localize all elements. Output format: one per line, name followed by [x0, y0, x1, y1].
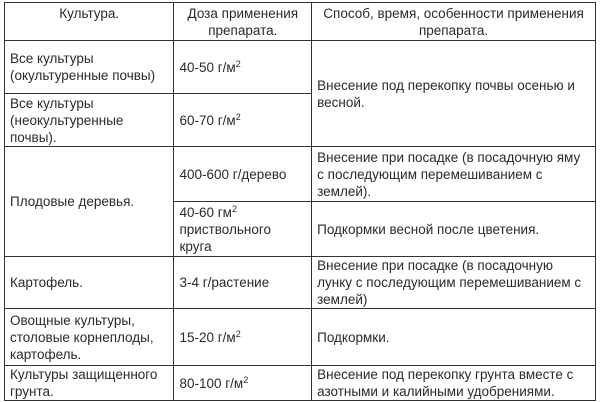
- dose-cell: [174, 366, 312, 401]
- method-cell: Внесение при посадке (в посадочную лунку с последующим перемешиванием с землей): [312, 257, 596, 309]
- culture-cell: Плодовые деревья.: [5, 147, 174, 257]
- dose-exponent: 2: [235, 328, 241, 339]
- dose-value: 40-50 г/м: [179, 59, 236, 75]
- method-cell: Подкормки.: [312, 309, 596, 366]
- dose-cell: 400-600 г/дерево: [174, 147, 312, 202]
- header-method: Способ, время, особенности применения препарата.: [312, 3, 596, 41]
- table-row: [5, 257, 596, 309]
- dose-exponent: 2: [231, 203, 237, 214]
- culture-cell: Картофель.: [5, 257, 174, 309]
- table-row: [5, 41, 596, 94]
- dose-cell: [174, 41, 312, 94]
- dose-value: 15-20 г/м: [179, 329, 236, 345]
- method-cell: Внесение под перекопку почвы осенью и весной.: [312, 41, 596, 147]
- dose-value: 60-70 г/м: [179, 112, 236, 128]
- header-row: [5, 3, 596, 41]
- method-cell: Внесение при посадке (в посадочную яму с последующим перемешиванием с землей).: [312, 147, 596, 202]
- method-cell: Подкормки весной после цветения.: [312, 202, 596, 257]
- culture-cell: Овощные культуры, столовые корнеплоды, картофель.: [5, 309, 174, 366]
- dose-exponent: 2: [235, 111, 241, 122]
- culture-cell: Культуры защищенного грунта.: [5, 366, 174, 401]
- fertilizer-table: [4, 2, 596, 401]
- dose-note: приствольного круга: [179, 221, 271, 254]
- dose-cell: 3-4 г/растение: [174, 257, 312, 309]
- dose-value: 80-100 г/м: [179, 375, 244, 391]
- dose-cell: [174, 94, 312, 147]
- table-row: [5, 147, 596, 202]
- header-dose: Доза применения препарата.: [174, 3, 312, 41]
- dose-cell: [174, 309, 312, 366]
- culture-cell: Все культуры (окультуренные почвы): [5, 41, 174, 94]
- dose-exponent: 2: [243, 374, 249, 385]
- dose-cell: [174, 202, 312, 257]
- culture-cell: Все культуры (неокультуренные почвы).: [5, 94, 174, 147]
- table-row: [5, 309, 596, 366]
- table-row: [5, 366, 596, 401]
- dose-value: 40-60 гм: [179, 204, 232, 220]
- method-cell: Внесение под перекопку грунта вместе с азотными и калийными удобрениями.: [312, 366, 596, 401]
- dose-exponent: 2: [235, 58, 241, 69]
- header-culture: Культура.: [5, 3, 174, 41]
